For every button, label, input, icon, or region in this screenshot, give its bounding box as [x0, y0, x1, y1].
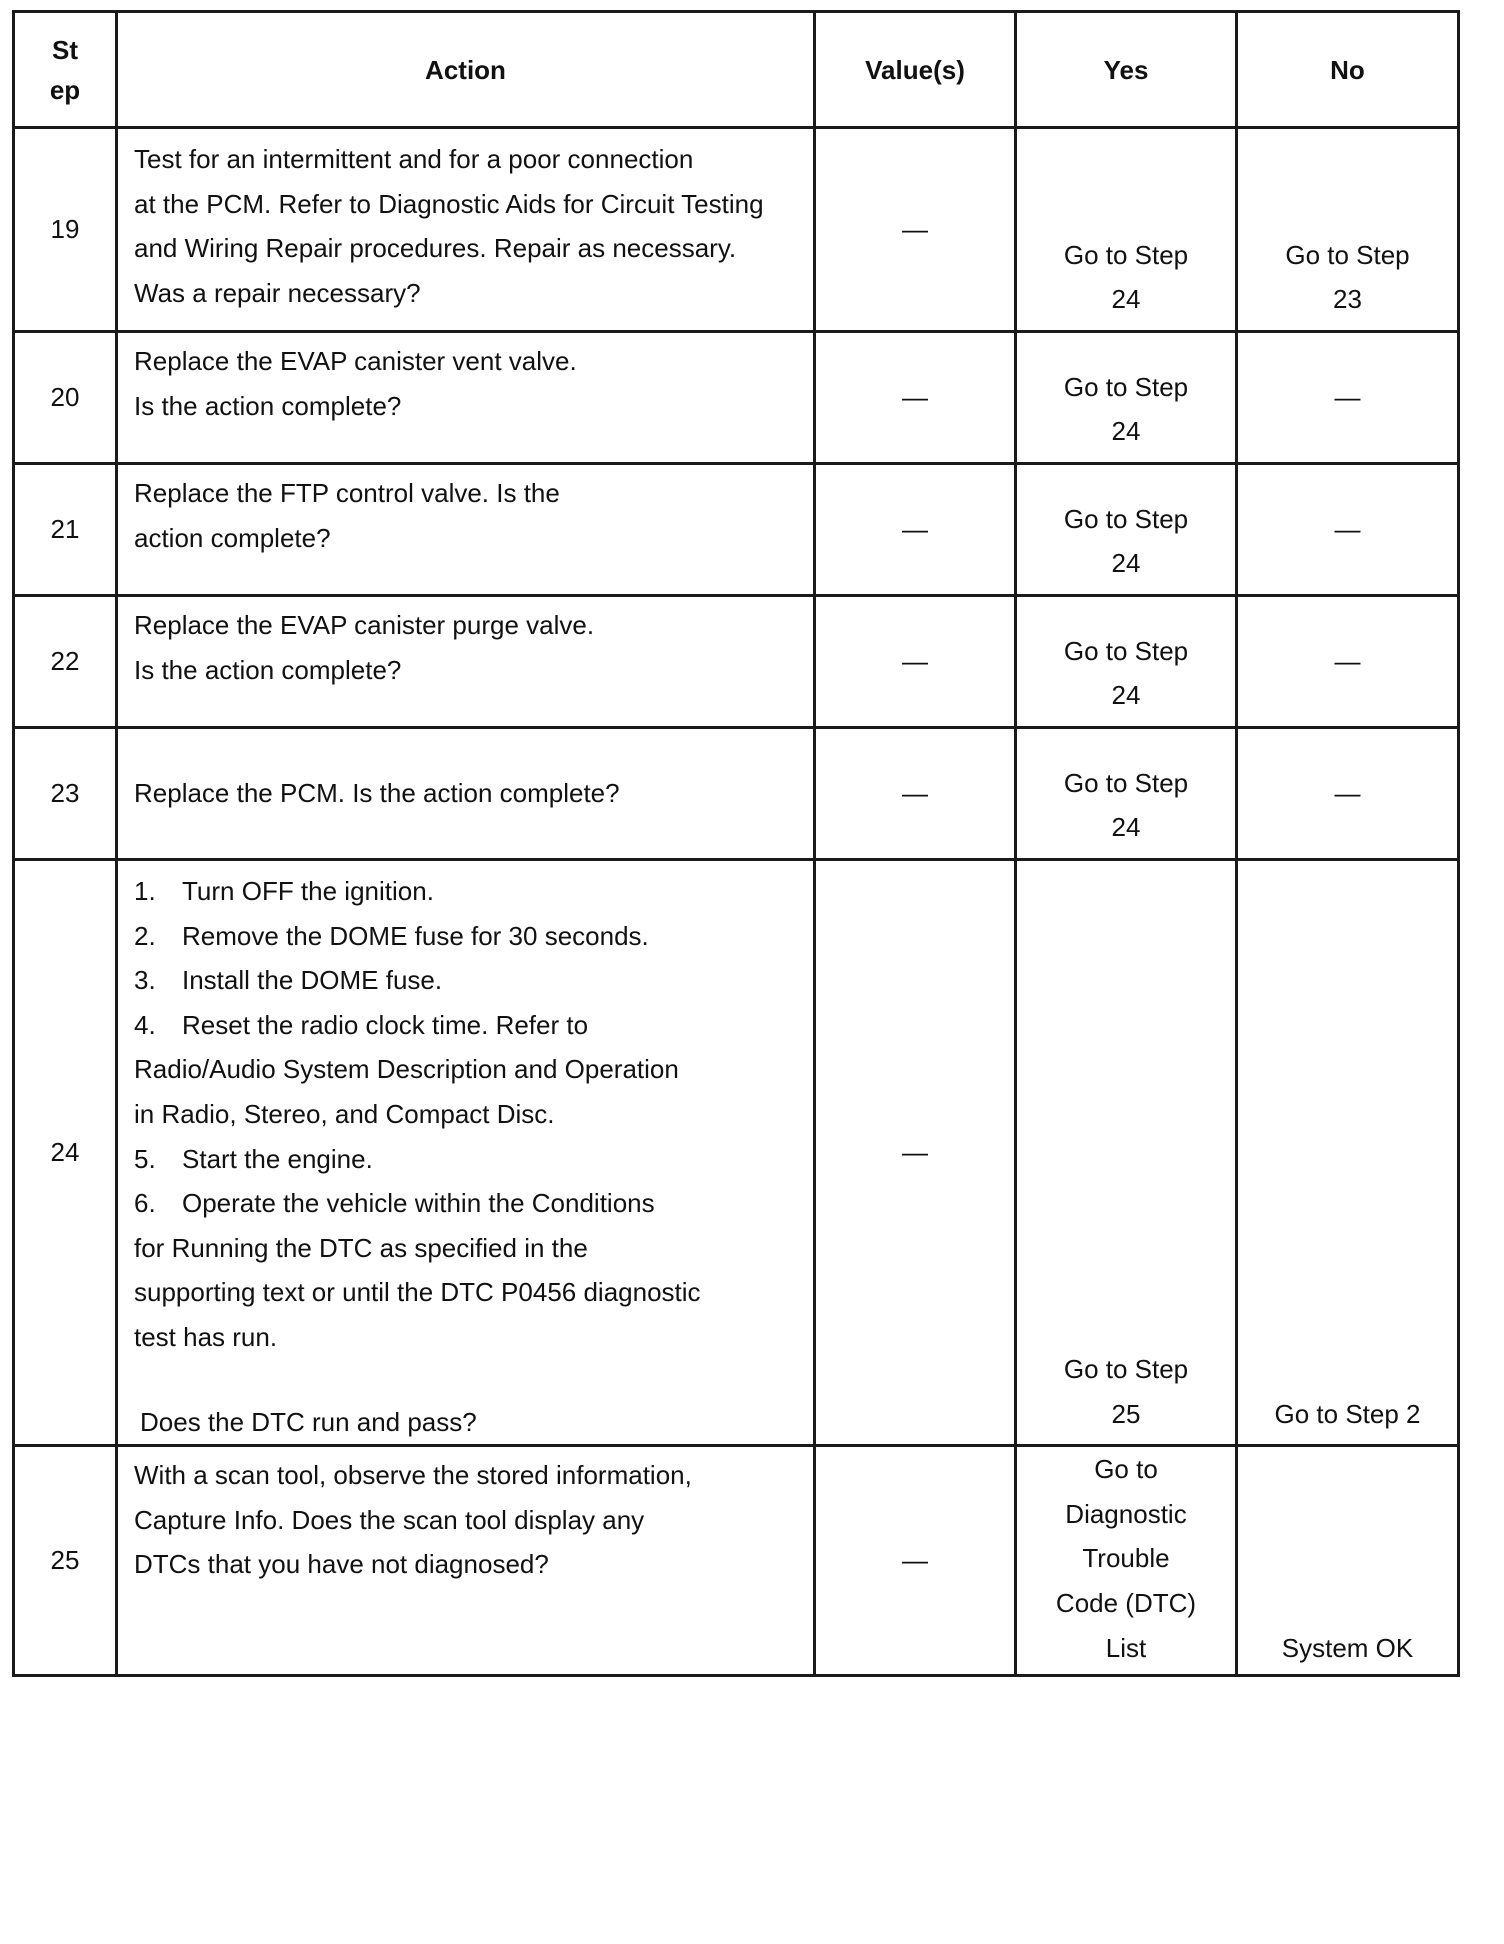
action-question: Does the DTC run and pass?	[140, 1406, 477, 1437]
step-number: 24	[14, 860, 117, 1446]
no-cell: —	[1237, 332, 1459, 464]
diagnostic-table	[12, 10, 1460, 1677]
header-step: St ep	[14, 12, 117, 128]
list-item: 2. Remove the DOME fuse for 30 seconds.	[134, 920, 649, 951]
step-number: 20	[14, 332, 117, 464]
action-text: Test for an intermittent and for a poor connection at the PCM. Refer to Diagnostic Aids for Circuit Testing and Wiring Repair procedures. Repair as necessary. Was a repair necessary?	[117, 128, 815, 332]
action-text: Replace the EVAP canister purge valve. Is the action complete?	[117, 596, 815, 728]
yes-cell: Go to Step 24	[1016, 128, 1237, 332]
table-row-step-22	[14, 596, 1459, 728]
value-cell: —	[815, 464, 1016, 596]
table-row-step-23	[14, 728, 1459, 860]
list-item: 4. Reset the radio clock time. Refer to	[134, 1009, 589, 1040]
no-cell: —	[1237, 464, 1459, 596]
step-number: 25	[14, 1446, 117, 1676]
no-cell: System OK	[1237, 1446, 1459, 1676]
no-cell: —	[1237, 728, 1459, 860]
table-row-step-20	[14, 332, 1459, 464]
value-cell: —	[815, 860, 1016, 1446]
yes-cell: Go to Step 25	[1016, 860, 1237, 1446]
value-cell: —	[815, 332, 1016, 464]
step-number: 23	[14, 728, 117, 860]
list-item: 5. Start the engine.	[134, 1143, 373, 1174]
action-text: Replace the EVAP canister vent valve. Is the action complete?	[117, 332, 815, 464]
table-row-step-19	[14, 128, 1459, 332]
header-yes: Yes	[1016, 12, 1237, 128]
no-cell: Go to Step 2	[1237, 860, 1459, 1446]
list-item: 6. Operate the vehicle within the Conditions	[134, 1188, 655, 1219]
action-text: 1. Turn OFF the ignition. 2. Remove the DOME fuse for 30 seconds. 3. Install the DOME fuse. 4. Reset the radio clock time. Refer to Radio/Audio System Description and Operation in Radio, Stereo, and Compact Disc. 5. Start the engine. 6. Operate the vehicle within the Conditions for Running the DTC as specified in the supporting text or until the DTC P0456 diagnostic test has run. Does the DTC run and pass?	[117, 860, 815, 1446]
header-action: Action	[117, 12, 815, 128]
list-item: 1. Turn OFF the ignition.	[134, 876, 434, 906]
value-cell: —	[815, 128, 1016, 332]
list-item: 3. Install the DOME fuse.	[134, 965, 443, 996]
header-values: Value(s)	[815, 12, 1016, 128]
no-cell: —	[1237, 596, 1459, 728]
value-cell: —	[815, 596, 1016, 728]
header-no: No	[1237, 12, 1459, 128]
step-number: 21	[14, 464, 117, 596]
header-row	[14, 12, 1459, 128]
table-row-step-21	[14, 464, 1459, 596]
yes-cell: Go to Step 24	[1016, 596, 1237, 728]
action-text: Replace the FTP control valve. Is the action complete?	[117, 464, 815, 596]
yes-cell: Go to Step 24	[1016, 464, 1237, 596]
yes-cell: Go to Step 24	[1016, 332, 1237, 464]
action-text: With a scan tool, observe the stored information, Capture Info. Does the scan tool display any DTCs that you have not diagnosed?	[117, 1446, 815, 1676]
value-cell: —	[815, 1446, 1016, 1676]
value-cell: —	[815, 728, 1016, 860]
no-cell: Go to Step 23	[1237, 128, 1459, 332]
yes-cell: Go to Step 24	[1016, 728, 1237, 860]
yes-cell: Go to Diagnostic Trouble Code (DTC) List	[1016, 1446, 1237, 1676]
action-text: Replace the PCM. Is the action complete?	[117, 728, 815, 860]
table-row-step-24	[14, 860, 1459, 1446]
table-row-step-25	[14, 1446, 1459, 1676]
step-number: 22	[14, 596, 117, 728]
step-number: 19	[14, 128, 117, 332]
